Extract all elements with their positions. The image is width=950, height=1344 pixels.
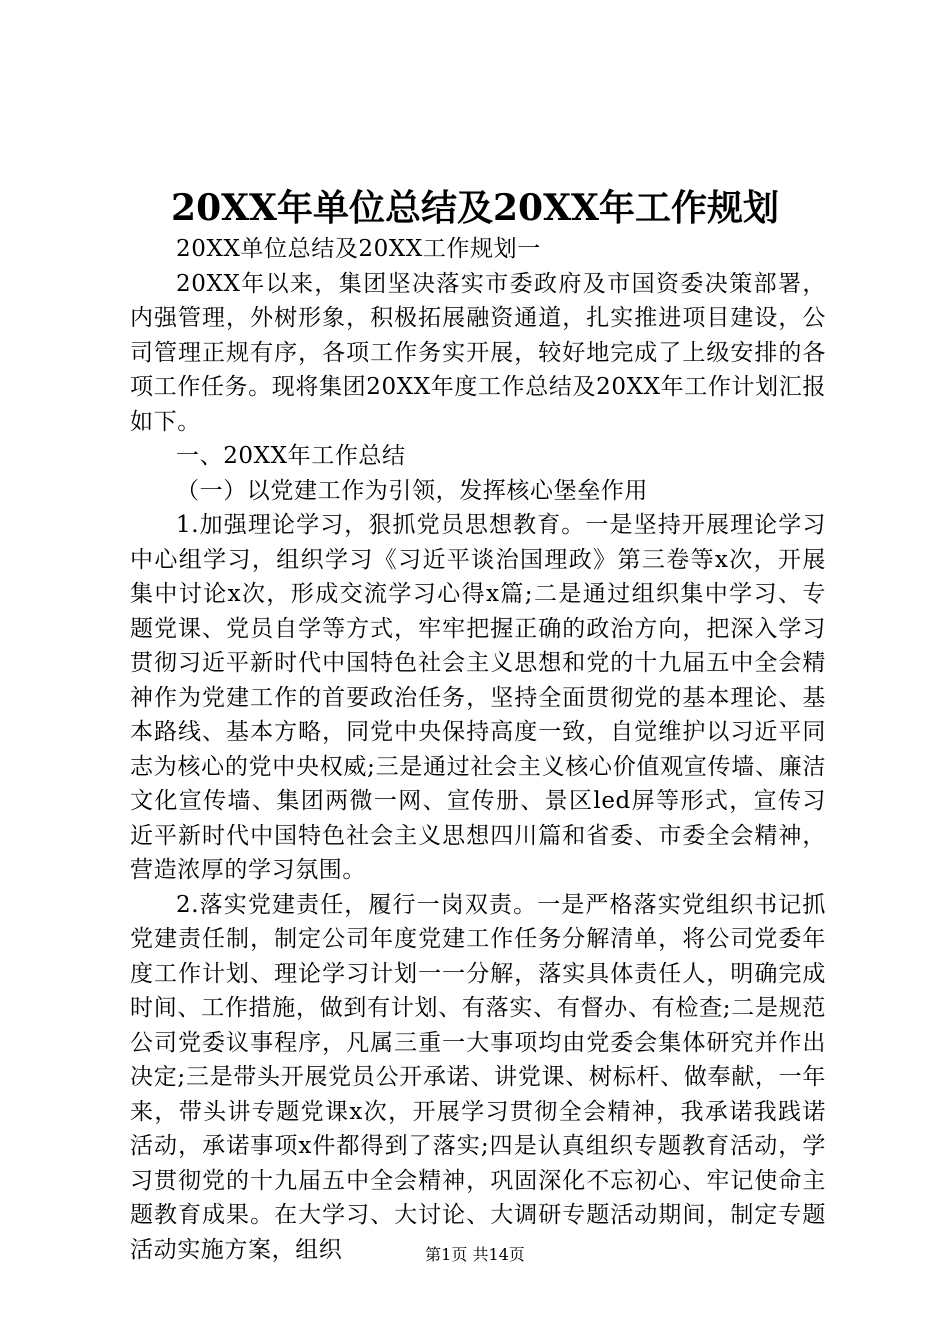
section-heading: 一、20XX年工作总结 <box>176 443 406 469</box>
intro-paragraph: 20XX年以来，集团坚决落实市委政府及市国资委决策部署，内强管理，外树形象，积极拓展融资通道，扎实推进项目建设，公司管理正规有序，各项工作务实开展，较好地完成了上级安排的各项工作任务。现将集团20XX年度工作总结及20XX年工作计划汇报如下。 <box>130 270 826 435</box>
body-paragraph: 2.落实党建责任，履行一岗双责。一是严格落实党组织书记抓党建责任制，制定公司年度党建工作任务分解清单，将公司党委年度工作计划、理论学习计划一一分解，落实具体责任人，明确完成时间、工作措施，做到有计划、有落实、有督办、有检查;二是规范公司党委议事程序，凡属三重一大事项均由党委会集体研究并作出决定;三是带头开展党员公开承诺、讲党课、树标杆、做奉献，一年来，带头讲专题党课x次，开展学习贯彻全会精神，我承诺我践诺活动，承诺事项x件都得到了落实;四是认真组织专题教育活动，学习贯彻党的十九届五中全会精神，巩固深化不忘初心、牢记使命主题教育成果。在大学习、大讨论、大调研专题活动期间，制定专题活动实施方案，组织 <box>130 891 826 1263</box>
document-title: 20XX年单位总结及20XX年工作规划 <box>171 187 779 229</box>
body-paragraph: 1.加强理论学习，狠抓党员思想教育。一是坚持开展理论学习中心组学习，组织学习《习近平谈治国理政》第三卷等x次，开展集中讨论x次，形成交流学习心得x篇;二是通过组织集中学习、专题党课、党员自学等方式，牢牢把握正确的政治方向，把深入学习贯彻习近平新时代中国特色社会主义思想和党的十九届五中全会精神作为党建工作的首要政治任务，坚持全面贯彻党的基本理论、基本路线、基本方略，同党中央保持高度一致，自觉维护以习近平同志为核心的党中央权威;三是通过社会主义核心价值观宣传墙、廉洁文化宣传墙、集团两微一网、宣传册、景区led屏等形式，宣传习近平新时代中国特色社会主义思想四川篇和省委、市委全会精神，营造浓厚的学习氛围。 <box>130 512 826 883</box>
page-footer: 第1页 共14页 <box>425 1245 525 1264</box>
subtitle-line: 20XX单位总结及20XX工作规划一 <box>176 236 541 262</box>
document-body <box>130 232 826 1267</box>
subsection-heading: （一）以党建工作为引领，发挥核心堡垒作用 <box>176 477 648 504</box>
